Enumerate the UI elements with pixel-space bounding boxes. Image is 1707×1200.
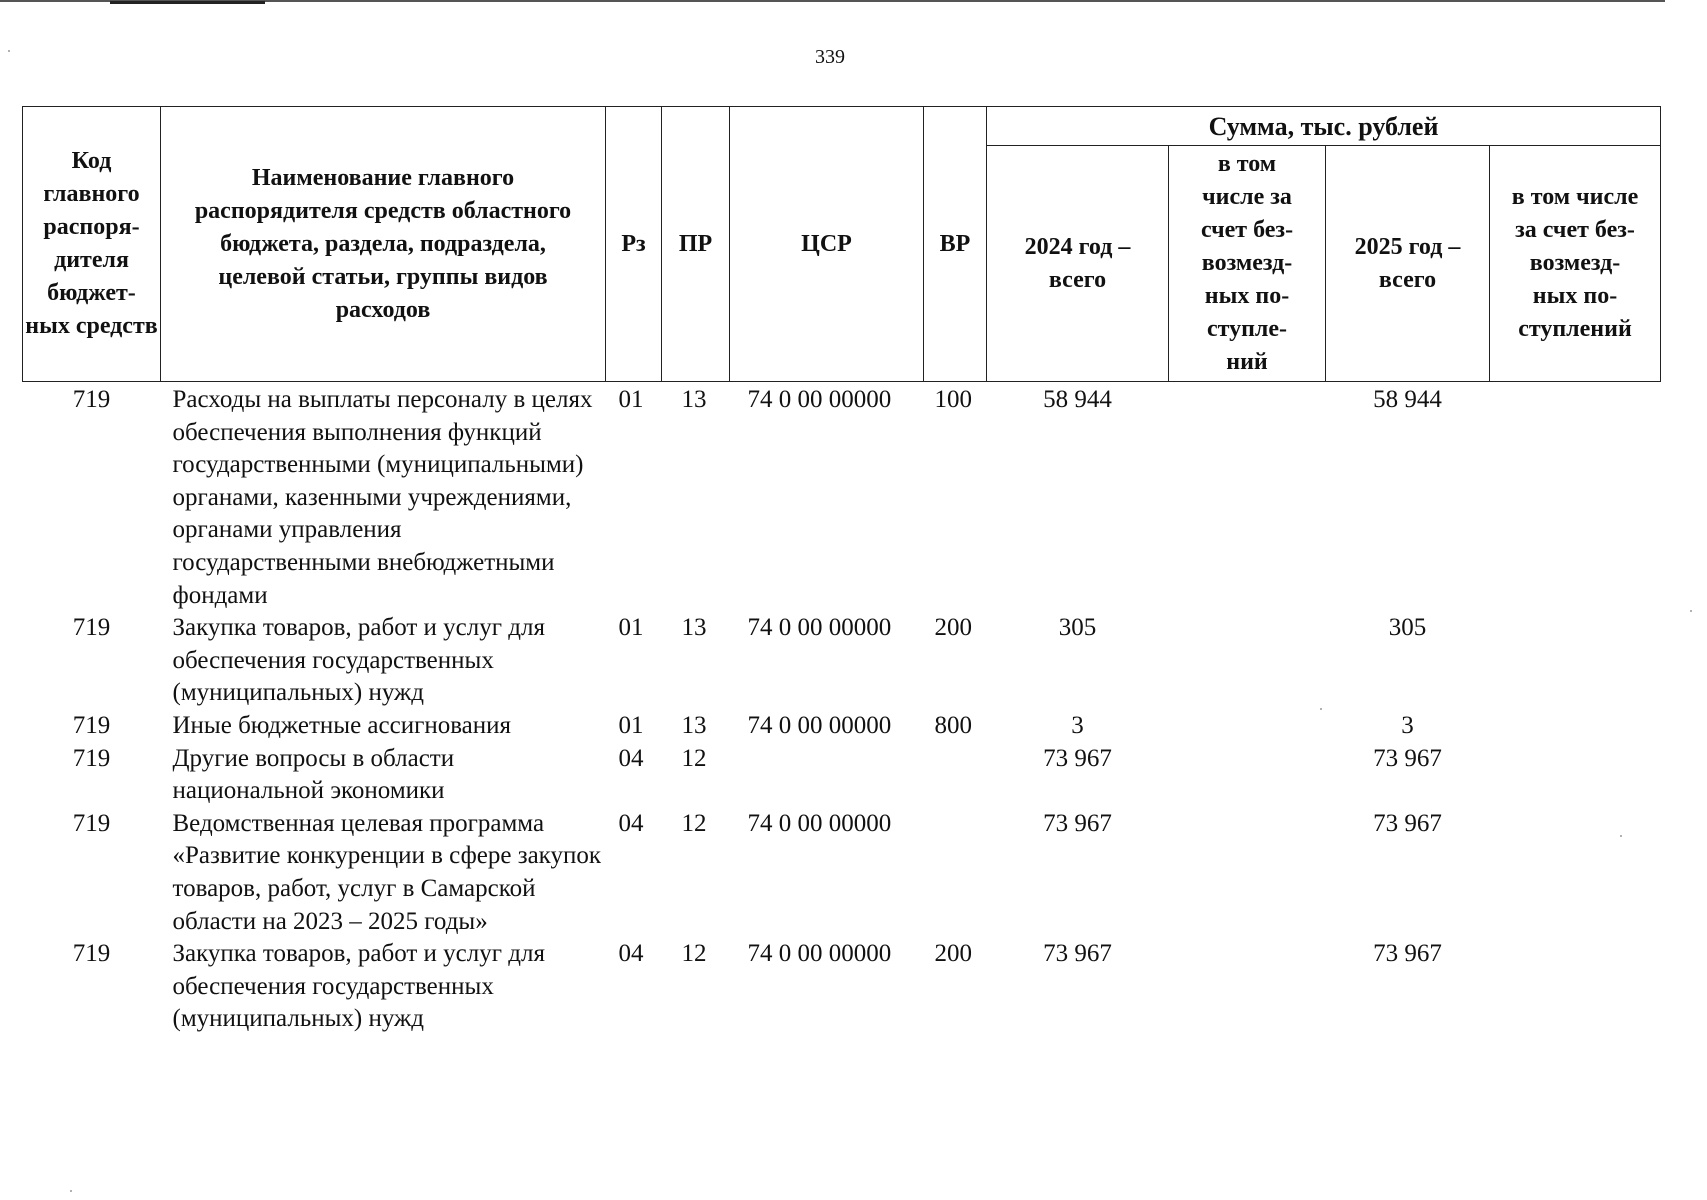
top-rule-accent: [110, 1, 265, 4]
cell-name: Закупка товаров, работ и услуг для обеспечения государственных (муниципальных) нужд: [172, 614, 545, 707]
cell-code: 719: [72, 711, 111, 739]
cell-2024-total: 58 944: [1043, 386, 1112, 413]
cell-rz: 04: [618, 809, 644, 837]
cell-2024-free: [1169, 710, 1326, 743]
cell-name: Иные бюджетные ассигнования: [172, 711, 512, 739]
cell-pr: 12: [681, 940, 707, 968]
table-row: [23, 808, 1661, 938]
cell-2024-total: 73 967: [1043, 809, 1112, 837]
cell-vr: [924, 808, 987, 938]
cell-vr: 200: [934, 614, 972, 642]
cell-name: Закупка товаров, работ и услуг для обеспечения государственных (муниципальных) нужд: [172, 940, 545, 1033]
header-csr: ЦСР: [730, 107, 924, 382]
cell-2025-total: 73 967: [1373, 940, 1442, 968]
cell-code: 719: [72, 744, 111, 772]
cell-2025-free: [1490, 382, 1661, 613]
table-row: [23, 743, 1661, 808]
cell-pr: 13: [681, 386, 707, 413]
cell-2025-free: [1490, 710, 1661, 743]
cell-name: Другие вопросы в области национальной экономики: [172, 744, 455, 805]
cell-code: 719: [72, 386, 111, 413]
cell-name: Расходы на выплаты персоналу в целях обеспечения выполнения функций государственными (муниципальными) органами, казенными учреждениями, органами управления государственными внебюджетными фондами: [172, 386, 593, 609]
cell-2025-total: 3: [1401, 711, 1414, 739]
cell-csr: 74 0 00 00000: [747, 711, 892, 739]
cell-rz: 01: [618, 711, 644, 739]
page-number: 339: [815, 46, 845, 68]
cell-2025-total: 73 967: [1373, 809, 1442, 837]
scan-speck: [1620, 835, 1622, 837]
cell-2025-free: [1490, 743, 1661, 808]
cell-2024-total: 3: [1071, 711, 1084, 739]
header-pr: ПР: [662, 107, 730, 382]
cell-name: Ведомственная целевая программа «Развитие конкуренции в сфере закупок товаров, работ, услуг в Самарской области на 2023 – 2025 годы»: [172, 809, 602, 935]
cell-2025-free: [1490, 938, 1661, 1036]
cell-pr: 13: [681, 614, 707, 642]
cell-vr: 100: [934, 386, 972, 413]
cell-pr: 13: [681, 711, 707, 739]
cell-2024-free: [1169, 743, 1326, 808]
cell-2024-total: 73 967: [1043, 744, 1112, 772]
scan-speck: [1690, 610, 1692, 612]
cell-vr: [924, 743, 987, 808]
cell-csr: 74 0 00 00000: [747, 940, 892, 968]
cell-csr: 74 0 00 00000: [747, 614, 892, 642]
table-row: [23, 938, 1661, 1036]
header-2025-total: 2025 год – всего: [1326, 146, 1490, 382]
budget-table: [22, 106, 1661, 1036]
cell-2025-total: 73 967: [1373, 744, 1442, 772]
cell-2024-free: [1169, 382, 1326, 613]
cell-vr: 800: [934, 711, 972, 739]
cell-pr: 12: [681, 744, 707, 772]
cell-2025-free: [1490, 808, 1661, 938]
cell-2024-free: [1169, 612, 1326, 710]
cell-2024-free: [1169, 808, 1326, 938]
scan-speck: [70, 1190, 72, 1192]
cell-csr: 74 0 00 00000: [747, 386, 892, 413]
scan-speck: [1320, 708, 1322, 710]
cell-rz: 04: [618, 940, 644, 968]
cell-pr: 12: [681, 809, 707, 837]
header-rz: Рз: [606, 107, 662, 382]
cell-csr: [730, 743, 924, 808]
cell-2024-total: 73 967: [1043, 940, 1112, 968]
scan-speck: [8, 50, 10, 52]
table-row: [23, 382, 1661, 613]
cell-csr: 74 0 00 00000: [747, 809, 892, 837]
cell-2025-free: [1490, 612, 1661, 710]
header-sum: Сумма, тыс. рублей: [987, 107, 1661, 146]
cell-rz: 01: [618, 386, 644, 413]
cell-2025-total: 305: [1388, 614, 1427, 642]
table-row: [23, 612, 1661, 710]
cell-2025-total: 58 944: [1373, 386, 1442, 413]
cell-2024-free: [1169, 938, 1326, 1036]
header-code: Код главного распоря- дителя бюджет- ных средств: [23, 107, 161, 382]
cell-code: 719: [72, 614, 111, 642]
cell-rz: 04: [618, 744, 644, 772]
header-2024-total: 2024 год – всего: [987, 146, 1169, 382]
cell-vr: 200: [934, 940, 972, 968]
header-2024-free: в том числе за счет без- возмезд- ных по- ступле- ний: [1169, 146, 1326, 382]
cell-2024-total: 305: [1058, 614, 1097, 642]
table-row: [23, 710, 1661, 743]
cell-code: 719: [72, 940, 111, 968]
header-vr: ВР: [924, 107, 987, 382]
header-name: Наименование главного распорядителя средств областного бюджета, раздела, подраздела, целевой статьи, группы видов расходов: [161, 107, 606, 382]
cell-rz: 01: [618, 614, 644, 642]
cell-code: 719: [72, 809, 111, 837]
header-2025-free: в том числе за счет без- возмезд- ных по- ступлений: [1490, 146, 1661, 382]
